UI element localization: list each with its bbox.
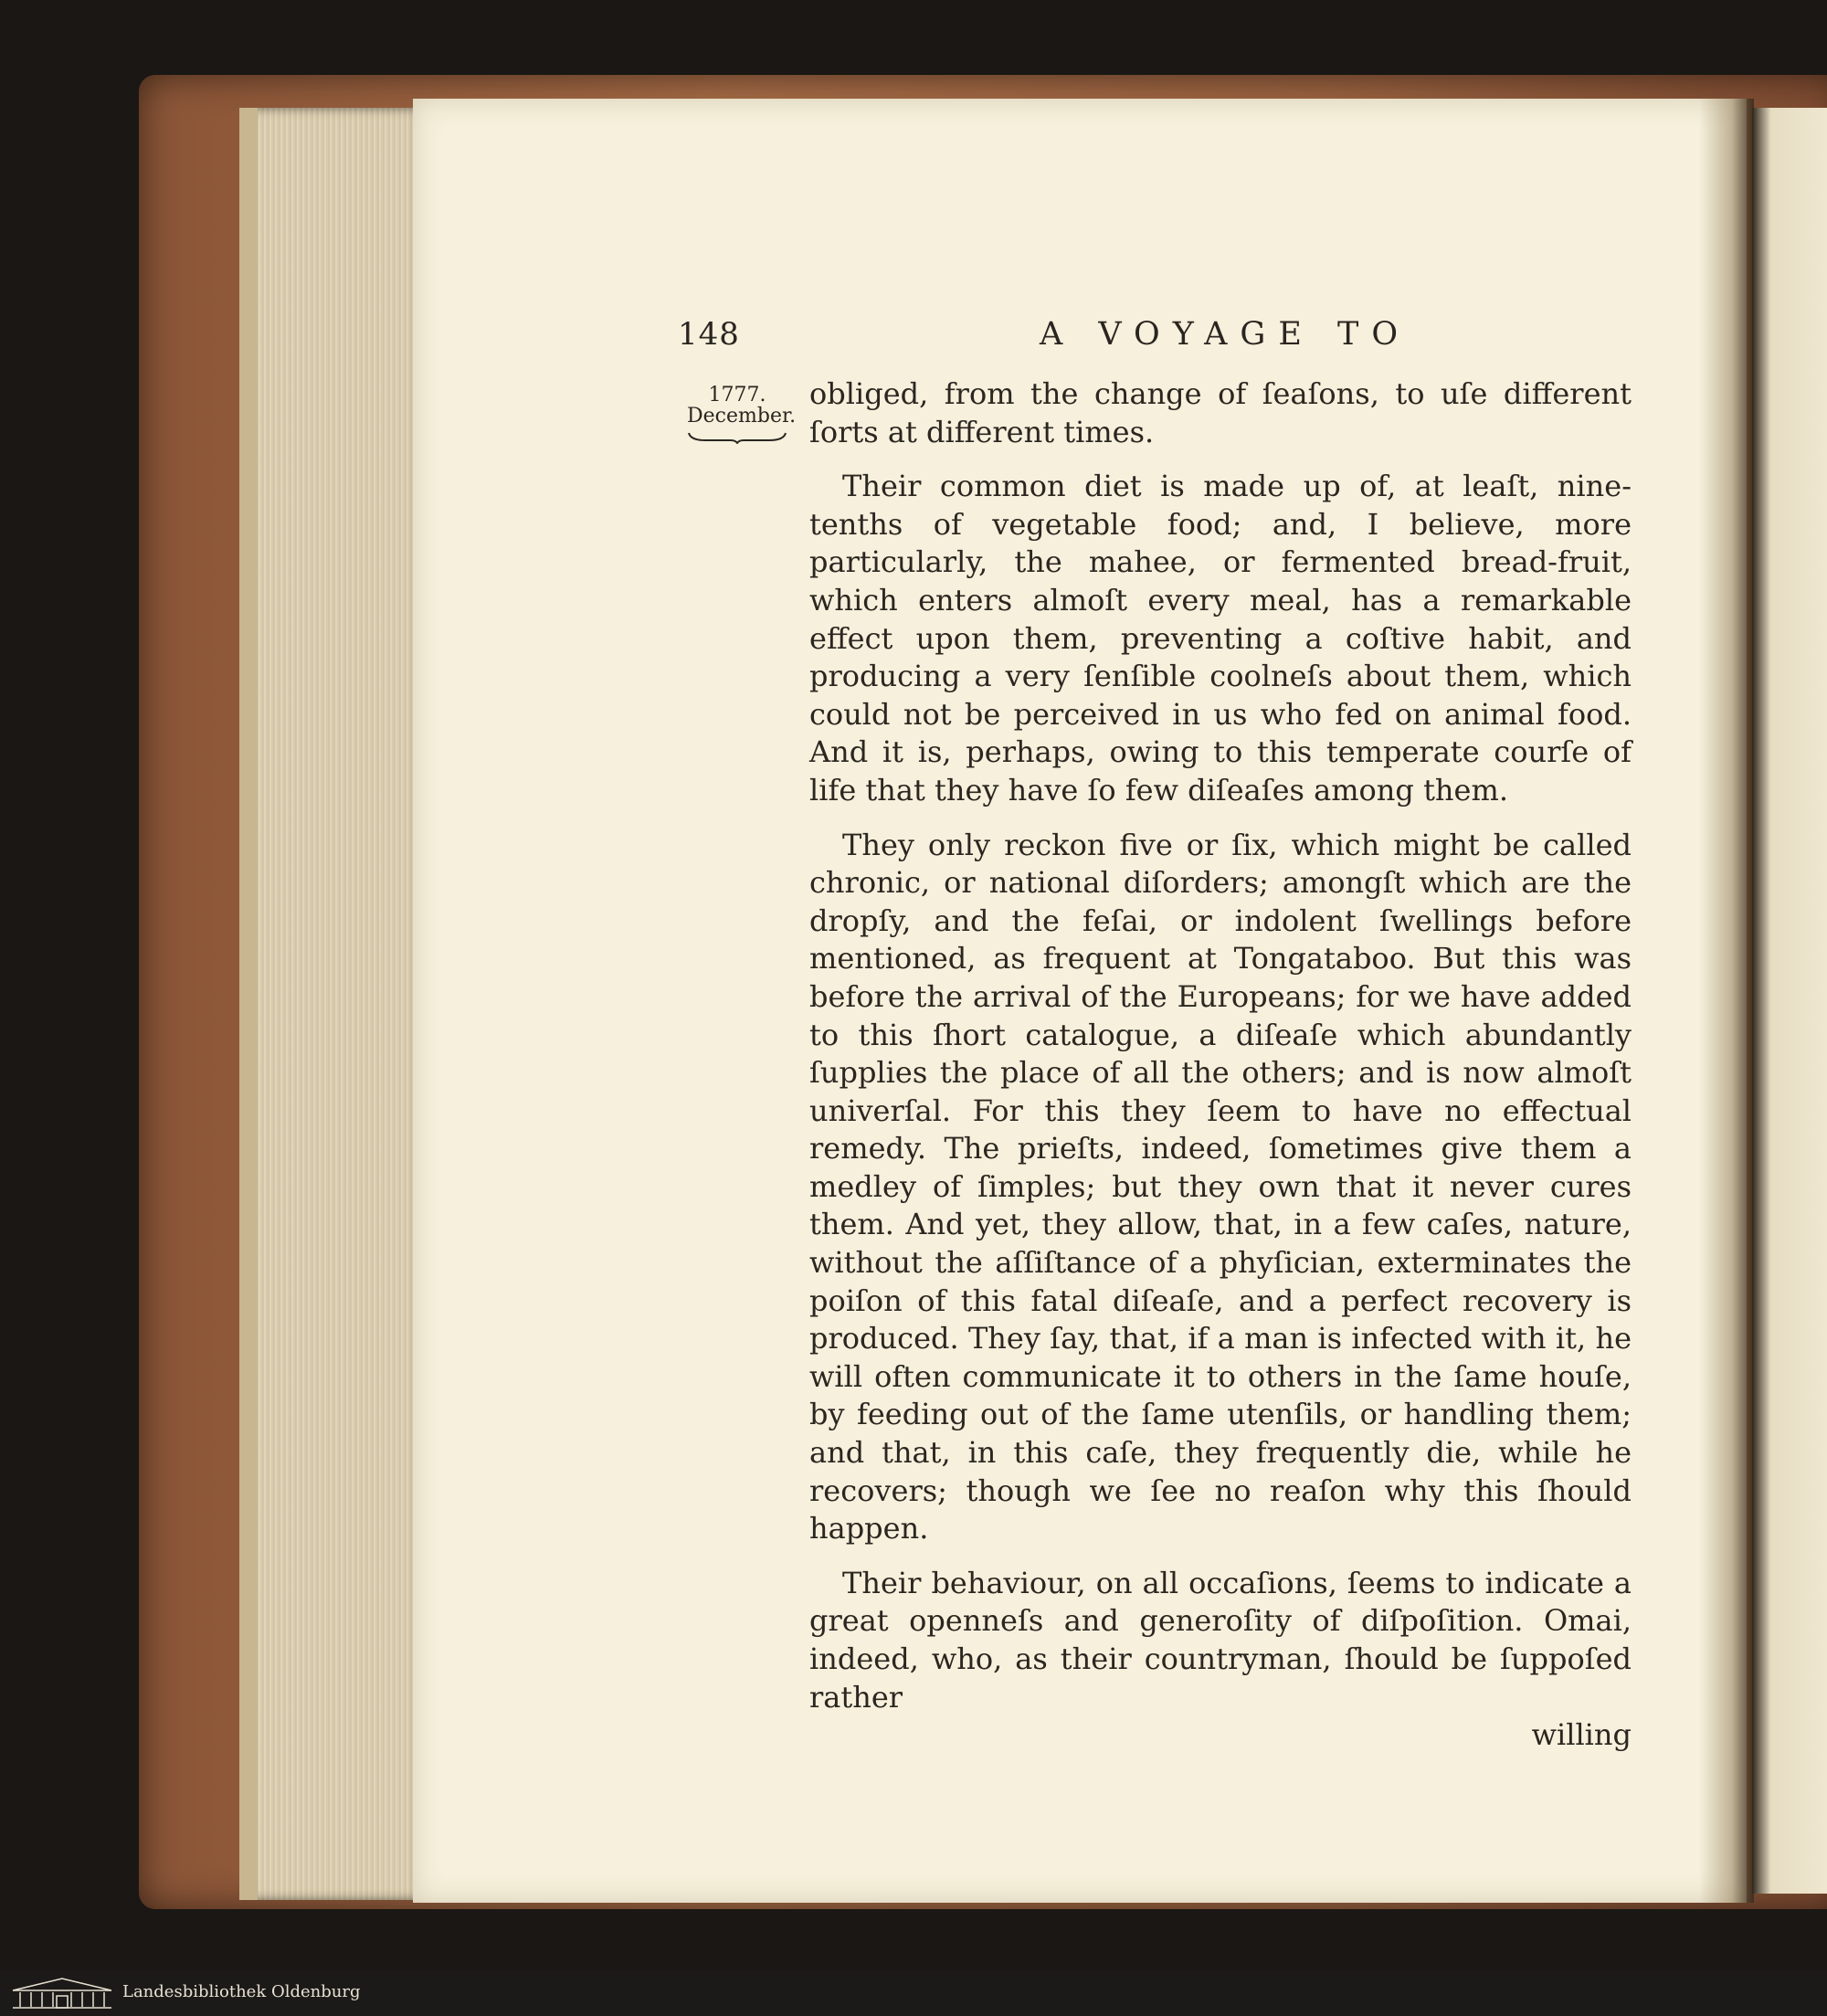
body-text [809,375,1632,1755]
page-header [678,316,1628,362]
margin-date-note [687,384,797,444]
paragraph-behaviour: Their behaviour, on all occaſions, ſeems to indicate a great openneſs and generoſity of diſpoſition. Omai, indeed, who, as their countryman, ſhould be ſuppoſed rather [809,1565,1632,1715]
running-title: A VOYAGE TO [1040,316,1411,353]
page-edges-outer [239,108,258,1900]
catchword: willing [1531,1717,1632,1753]
page-gutter [1699,99,1754,1903]
paragraph-diseases: They only reckon five or ſix, which might be called chronic, or national diſorders; amongſt which are the dropſy, and the feſai, or indolent ſwellings before mentioned, as frequent at Tongataboo. But this was before the arrival of the Europeans; for we have added to this ſhort catalogue, a diſeaſe which abundantly ſupplies the place of all the others; and is now almoſt univerſal. For this they ſeem to have no effectual remedy. The prieſts, indeed, ſometimes give them a medley of ſimples; but they own that it never cures them. And yet, they allow, that, in a few caſes, nature, without the aſſiſtance of a phyſician, exterminates the poiſon of this fatal diſeaſe, and a perfect recovery is produced. They ſay, that, if a man is infected with it, he will often communicate it to others in the ſame houſe, by feeding out of the ſame utenſils, or handling them; and that, in this caſe, they frequently die, while he recovers; though we ſee no reaſon why this ſhould happen. [809,827,1632,1546]
paragraph-diet: Their common diet is made up of, at leaſt, nine-tenths of vegetable food; and, I believe, more particularly, the mahee, or fermented bread-fruit, which enters almoſt every meal, has a remarkable effect upon them, preventing a coſtive habit, and producing a very ſenſible coolneſs about them, which could not be perceived in us who fed on animal food. And it is, perhaps, owing to this temperate courſe of life that they have ſo few diſeaſes among them. [809,469,1632,807]
facing-page-edge [1752,108,1827,1894]
brace-icon [687,431,787,444]
page-edges [239,108,422,1900]
footer-bar [0,1970,1827,2016]
library-building-icon [9,1976,115,2011]
margin-month: December. [687,405,797,427]
paragraph-continuation: obliged, from the change of ſeaſons, to uſe different ſorts at different times. [809,376,1632,449]
page-number: 148 [678,316,740,353]
library-name: Landesbibliothek Oldenburg [122,1982,361,2001]
margin-year: 1777. [708,384,766,406]
